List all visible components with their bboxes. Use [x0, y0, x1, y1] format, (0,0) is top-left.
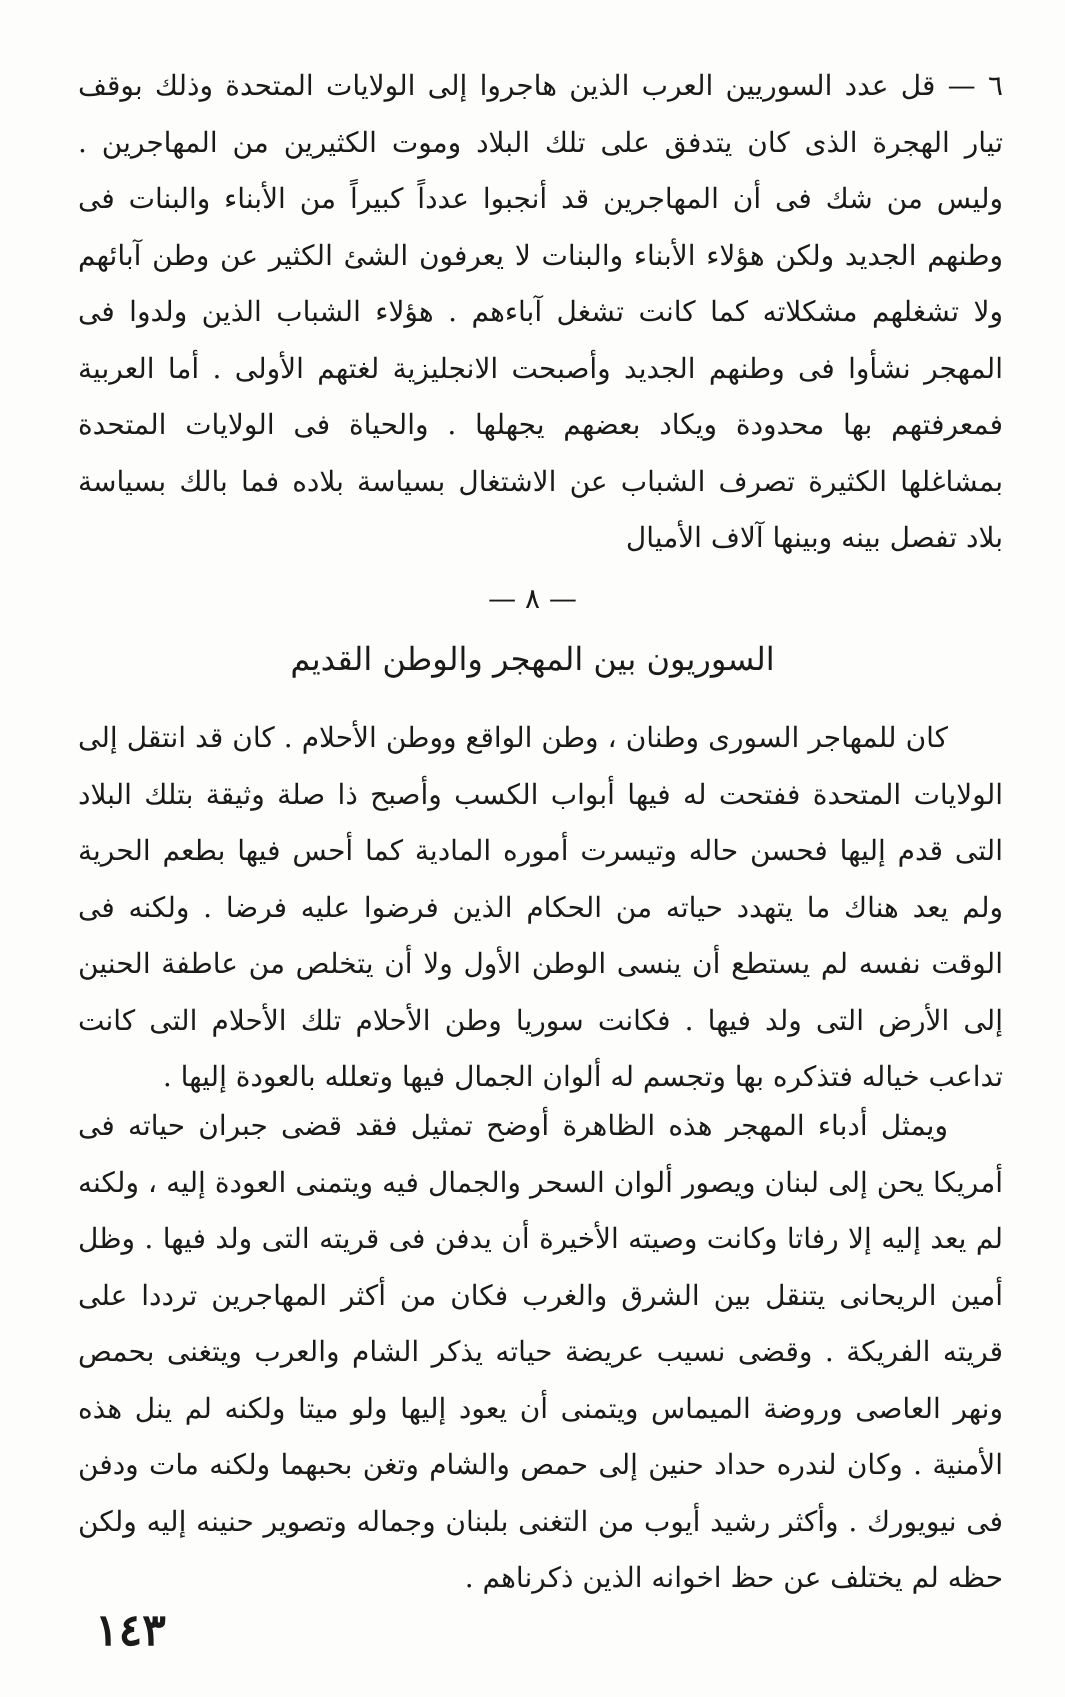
page-number: ١٤٣: [95, 1605, 166, 1656]
section-title: السوريون بين المهجر والوطن القديم: [290, 640, 775, 678]
section-number: — ٨ —: [488, 582, 577, 615]
paragraph-two-homelands: كان للمهاجر السورى وطنان ، وطن الواقع ووطن الأحلام . كان قد انتقل إلى الولايات المتحدة ففتحت له فيها أبواب الكسب وأصبح ذا صلة وثيقة بتلك البلاد التى قدم إليها فحسن حاله وتيسرت أموره المادية كما أحس فيها بطعم الحرية ولم يعد هناك ما يتهدد حياته من الحكام الذين فرضوا عليه فرضا . ولكنه فى الوقت نفسه لم يستطع أن ينسى الوطن الأول ولا أن يتخلص من عاطفة الحنين إلى الأرض التى ولد فيها . فكانت سوريا وطن الأحلام تلك الأحلام التى كانت تداعب خياله فتذكره بها وتجسم له ألوان الجمال فيها وتعلله بالعودة إليها .: [78, 721, 1003, 1093]
paragraph-mahjar-writers: ويمثل أدباء المهجر هذه الظاهرة أوضح تمثيل فقد قضى جبران حياته فى أمريكا يحن إلى لبنان ويصور ألوان السحر والجمال فيه ويتمنى العودة إليه ، ولكنه لم يعد إليه إلا رفاتا وكانت وصيته الأخيرة أن يدفن فى قريته التى ولد فيها . وظل أمين الريحانى يتنقل بين الشرق والغرب فكان من أكثر المهاجرين ترددا على قريته الفريكة . وقضى نسيب عريضة حياته يذكر الشام والعرب ويتغنى بحمص ونهر العاصى وروضة الميماس ويتمنى أن يعود إليها ولو ميتا ولكنه لم ينل هذه الأمنية . وكان لندره حداد حنين إلى حمص والشام وتغن بحبهما ولكنه مات ودفن فى نيويورك . وأكثر رشيد أيوب من التغنى بلبنان وجماله وتصوير حنينه إليه ولكن حظه لم يختلف عن حظ اخوانه الذين ذكرناهم .: [78, 1109, 1004, 1594]
paragraph-item-6: ٦ — قل عدد السوريين العرب الذين هاجروا إلى الولايات المتحدة وذلك بوقف تيار الهجرة الذى كان يتدفق على تلك البلاد وموت الكثيرين من المهاجرين . وليس من شك فى أن المهاجرين قد أنجبوا عدداً كبيراً من الأبناء والبنات فى وطنهم الجديد ولكن هؤلاء الأبناء والبنات لا يعرفون الشئ الكثير عن وطن آبائهم ولا تشغلهم مشكلاته كما كانت تشغل آباءهم . هؤلاء الشباب الذين ولدوا فى المهجر نشأوا فى وطنهم الجديد وأصبحت الانجليزية لغتهم الأولى . أما العربية فمعرفتهم بها محدودة ويكاد بعضهم يجهلها . والحياة فى الولايات المتحدة بمشاغلها الكثيرة تصرف الشباب عن الاشتغال بسياسة بلاده فما بالك بسياسة بلاد تفصل بينه وبينها آلاف الأميال: [78, 69, 1003, 554]
